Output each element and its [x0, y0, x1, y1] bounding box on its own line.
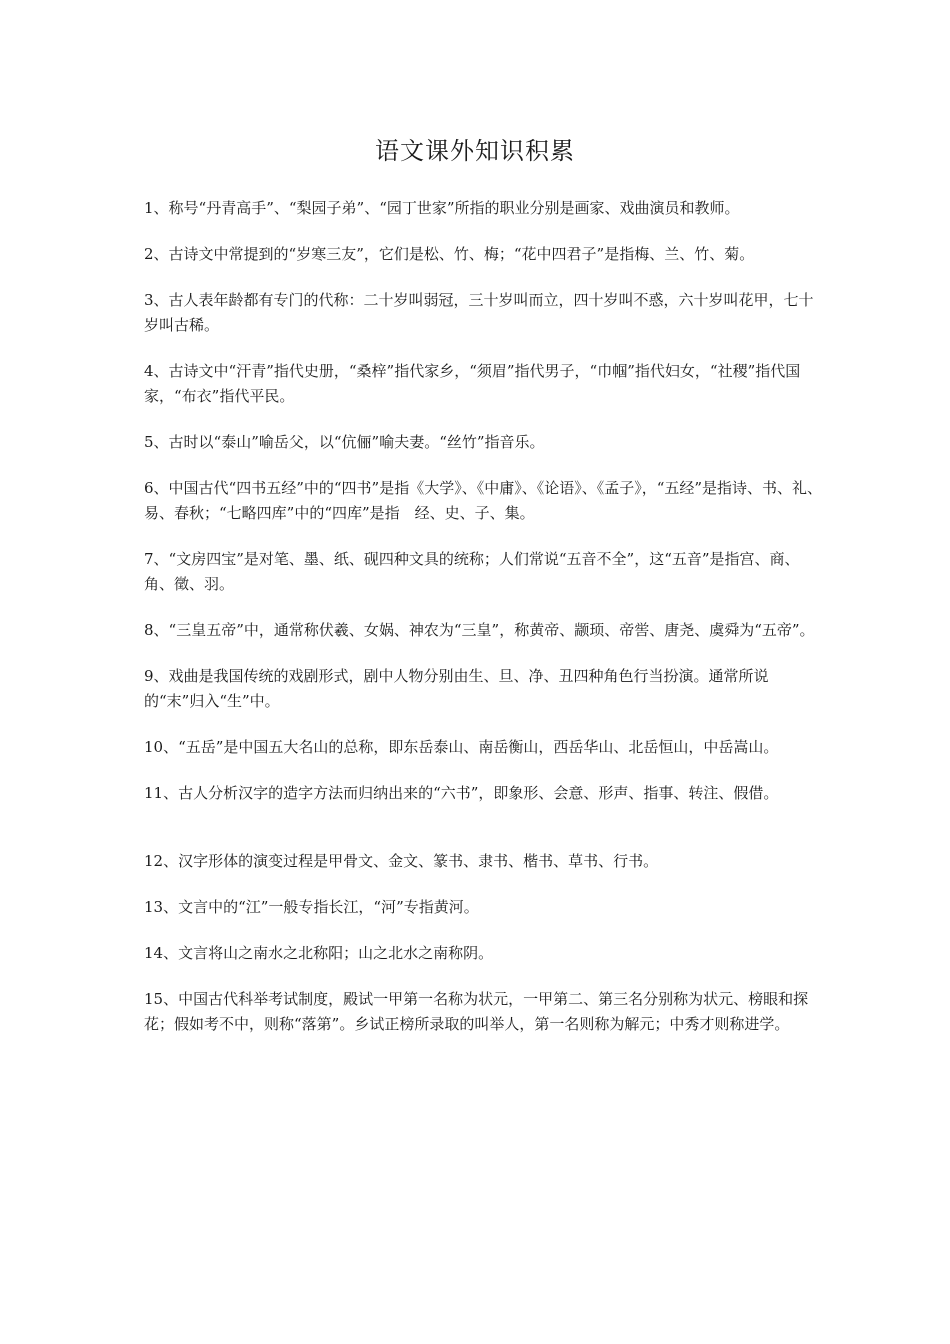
knowledge-list [144, 196, 824, 1058]
list-item: 15、中国古代科举考试制度，殿试一甲第一名称为状元，一甲第二、第三名分别称为状元、榜眼和探花；假如考不中，则称“落第”。乡试正榜所录取的叫举人，第一名则称为解元；中秀才则称进学。 [144, 990, 809, 1033]
list-item: 3、古人表年龄都有专门的代称：二十岁叫弱冠，三十岁叫而立，四十岁叫不惑，六十岁叫花甲，七十岁叫古稀。 [144, 291, 814, 334]
list-item: 13、文言中的“江”一般专指长江，“河”专指黄河。 [144, 898, 479, 916]
list-item: 5、古时以“泰山”喻岳父，以“伉俪”喻夫妻。“丝竹”指音乐。 [144, 433, 545, 451]
list-item: 11、古人分析汉字的造字方法而归纳出来的“六书”，即象形、会意、形声、指事、转注、假借。 [144, 784, 779, 802]
list-item: 6、中国古代“四书五经”中的“四书”是指《大学》、《中庸》、《论语》、《孟子》，“五经”是指诗、书、礼、易、春秋；“七略四库”中的“四库”是指 经、史、子、集。 [144, 479, 823, 522]
list-item: 14、文言将山之南水之北称阳；山之北水之南称阴。 [144, 944, 494, 962]
list-item: 10、“五岳”是中国五大名山的总称，即东岳泰山、南岳衡山，西岳华山、北岳恒山，中岳嵩山。 [144, 738, 779, 756]
list-item: 7、“文房四宝”是对笔、墨、纸、砚四种文具的统称；人们常说“五音不全”，这“五音”是指宫、商、角、徵、羽。 [144, 550, 800, 593]
list-item: 12、汉字形体的演变过程是甲骨文、金文、篆书、隶书、楷书、草书、行书。 [144, 852, 659, 870]
list-item: 9、戏曲是我国传统的戏剧形式，剧中人物分别由生、旦、净、丑四种角色行当扮演。通常所说的“末”归入“生”中。 [144, 667, 769, 710]
list-item: 8、“三皇五帝”中，通常称伏羲、女娲、神农为“三皇”，称黄帝、颛顼、帝喾、唐尧、虞舜为“五帝”。 [144, 621, 815, 639]
list-item: 2、古诗文中常提到的“岁寒三友”，它们是松、竹、梅；“花中四君子”是指梅、兰、竹、菊。 [144, 245, 755, 263]
list-item: 1、称号“丹青高手”、“梨园子弟”、“园丁世家”所指的职业分别是画家、戏曲演员和教师。 [144, 199, 740, 217]
list-item: 4、古诗文中“汗青”指代史册，“桑梓”指代家乡，“须眉”指代男子，“巾帼”指代妇女，“社稷”指代国家，“布衣”指代平民。 [144, 362, 801, 405]
page-title: 语文课外知识积累 [375, 137, 575, 165]
